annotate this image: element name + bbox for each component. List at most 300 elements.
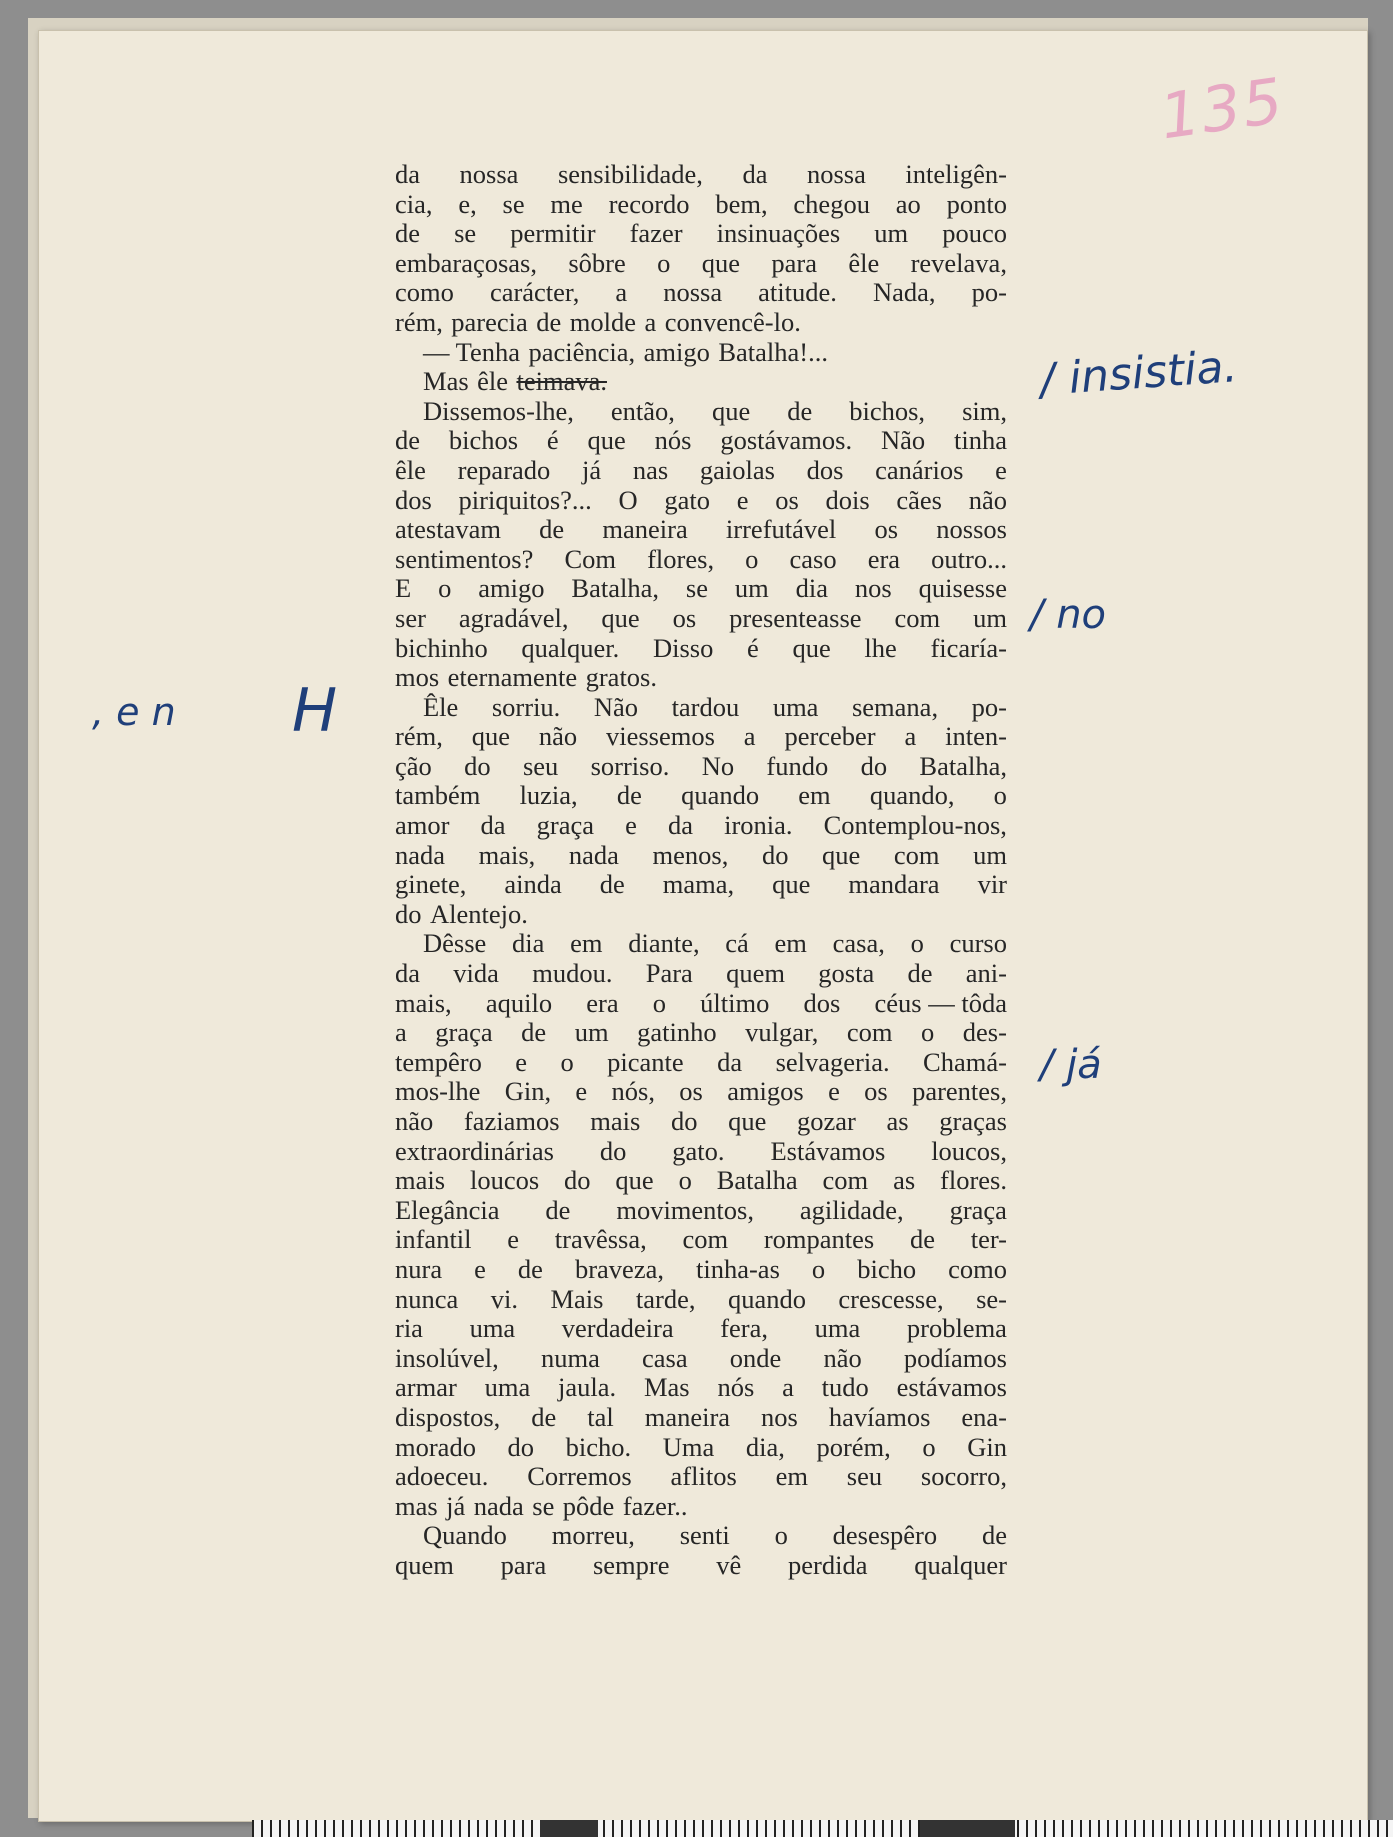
text-line xyxy=(395,663,1007,693)
word: não xyxy=(395,1106,434,1136)
word: em xyxy=(774,928,807,959)
word: Êle xyxy=(423,691,459,722)
text-line xyxy=(395,604,1007,634)
word: extraordinárias xyxy=(395,1135,554,1166)
word: nós, xyxy=(611,1076,655,1107)
word: casa xyxy=(642,1342,688,1373)
word: caso xyxy=(789,543,837,574)
word: nós xyxy=(654,425,692,456)
text-line xyxy=(395,1166,1007,1196)
word: morreu, xyxy=(551,1520,635,1551)
word: de xyxy=(907,958,933,989)
word: molde xyxy=(569,306,636,337)
word: de xyxy=(616,780,642,811)
word: os xyxy=(679,1076,703,1107)
word: vir xyxy=(977,869,1007,900)
word: um xyxy=(973,602,1007,633)
word: Não xyxy=(880,425,926,456)
word: quando xyxy=(727,1283,806,1314)
word: Elegância xyxy=(395,1194,500,1225)
word: de xyxy=(545,1194,571,1225)
word: não xyxy=(968,484,1007,515)
word: embaraçosas, xyxy=(395,247,537,278)
word: fundo xyxy=(766,750,829,781)
word: se xyxy=(532,1490,555,1521)
word: gato xyxy=(664,484,710,515)
word: em xyxy=(798,780,831,811)
word: em xyxy=(775,1461,808,1492)
word: problema xyxy=(906,1313,1007,1344)
word: eternamente xyxy=(447,662,578,693)
word: presenteasse xyxy=(729,602,862,633)
folio-number: 135 xyxy=(1155,63,1289,154)
word: dos xyxy=(803,987,841,1018)
word: de xyxy=(981,1520,1007,1551)
word: parentes, xyxy=(912,1076,1007,1107)
word: sensibilidade, xyxy=(557,159,703,189)
text-line xyxy=(395,959,1007,989)
word: infantil xyxy=(395,1224,472,1255)
word: fazer xyxy=(629,218,683,249)
word: adoeceu. xyxy=(395,1461,489,1492)
word: com xyxy=(822,1165,869,1196)
word: pouco xyxy=(942,218,1007,249)
word: inten- xyxy=(945,721,1007,752)
word: ção xyxy=(395,750,432,781)
word: sorriso. xyxy=(590,750,670,781)
word: a xyxy=(644,306,657,337)
word: do xyxy=(564,1165,591,1196)
word: mas xyxy=(395,1490,438,1521)
word: insinuações xyxy=(716,218,841,249)
word: o xyxy=(745,543,759,574)
word: crescesse, xyxy=(838,1283,944,1314)
word: o xyxy=(811,1253,826,1284)
word: se xyxy=(454,218,477,249)
text-line xyxy=(395,693,1007,723)
word: socorro, xyxy=(920,1461,1007,1492)
word: dia xyxy=(795,573,829,604)
text-line xyxy=(395,1551,1007,1581)
text-line xyxy=(395,841,1007,871)
word: flores. xyxy=(940,1165,1007,1196)
text-line xyxy=(395,1344,1007,1374)
word: nós xyxy=(717,1372,755,1403)
word: e xyxy=(507,1224,520,1255)
word: graça xyxy=(536,810,595,841)
word: mais xyxy=(590,1106,641,1136)
word: quisesse xyxy=(918,573,1007,604)
word: chegou xyxy=(793,188,870,219)
text-line xyxy=(395,1492,1007,1522)
word: de xyxy=(536,306,562,337)
word: cá xyxy=(725,928,749,959)
word: uma xyxy=(469,1313,516,1344)
word: faziamos xyxy=(463,1106,560,1136)
word: tal xyxy=(587,1401,614,1432)
word: gatinho xyxy=(637,1017,717,1048)
word: do xyxy=(395,898,422,929)
word: canários xyxy=(875,454,964,485)
word: teimava. xyxy=(516,366,607,397)
word: menos, xyxy=(652,839,729,870)
text-line xyxy=(395,190,1007,220)
text-line xyxy=(395,308,1007,338)
word: agradável, xyxy=(458,602,569,633)
word: da xyxy=(742,159,768,189)
word: loucos, xyxy=(931,1135,1007,1166)
word: verdadeira xyxy=(561,1313,674,1344)
word: Mais xyxy=(550,1283,604,1314)
word: nada xyxy=(568,839,619,870)
word: Com xyxy=(564,543,617,574)
word: gato. xyxy=(672,1135,725,1166)
word: da xyxy=(717,1046,743,1077)
word: seu xyxy=(522,750,559,781)
word: Alentejo. xyxy=(429,898,528,929)
word: não xyxy=(538,721,578,752)
word: o xyxy=(652,987,667,1018)
word: que xyxy=(601,602,640,633)
word: bicho. xyxy=(565,1431,632,1462)
word: já xyxy=(446,1490,466,1521)
word: da xyxy=(480,810,506,841)
word: que xyxy=(701,247,740,278)
word: porém, xyxy=(816,1431,891,1462)
word: êle xyxy=(477,366,508,397)
word: a xyxy=(743,721,756,752)
word: paciência, xyxy=(528,336,636,367)
word: Uma xyxy=(662,1431,715,1462)
word: perceber xyxy=(784,721,876,752)
text-line xyxy=(395,1433,1007,1463)
word: ao xyxy=(895,188,921,219)
word: piriquitos?... xyxy=(458,484,592,515)
word: o xyxy=(657,247,671,278)
word: os xyxy=(775,484,799,515)
word: amigo xyxy=(478,573,545,604)
margin-mark-h: H xyxy=(292,676,338,746)
word: travêssa, xyxy=(554,1224,647,1255)
word: um xyxy=(973,839,1007,870)
word: é xyxy=(546,425,559,456)
word: com xyxy=(894,602,941,633)
word: era xyxy=(586,987,619,1018)
word: um xyxy=(574,1017,609,1048)
word: bichos, xyxy=(849,395,926,426)
word: como xyxy=(948,1253,1007,1284)
text-line xyxy=(395,1314,1007,1344)
word: inteligên- xyxy=(905,159,1007,189)
text-line xyxy=(395,752,1007,782)
word: uma xyxy=(814,1313,861,1344)
text-line xyxy=(395,1048,1007,1078)
word: da xyxy=(395,958,421,989)
word: seu xyxy=(846,1461,883,1492)
body-text xyxy=(395,160,1007,1581)
word: em xyxy=(570,928,603,959)
text-line xyxy=(395,634,1007,664)
word: de xyxy=(787,395,813,426)
word: quando xyxy=(681,780,760,811)
word: me xyxy=(550,188,583,219)
word: do xyxy=(599,1135,627,1166)
word: jaula. xyxy=(558,1372,617,1403)
scale-bar-block xyxy=(540,1820,598,1837)
text-line xyxy=(395,900,1007,930)
word: de xyxy=(395,218,421,249)
word: a xyxy=(782,1372,794,1403)
word: um xyxy=(734,573,769,604)
word: vulgar, xyxy=(745,1017,819,1048)
word: ginete, xyxy=(395,869,467,900)
word: nossos xyxy=(936,514,1007,545)
word: a xyxy=(615,277,628,308)
word: Batalha, xyxy=(571,573,659,604)
text-line xyxy=(395,1107,1007,1137)
word: gaiolas xyxy=(699,454,775,485)
word: qualquer xyxy=(914,1549,1007,1580)
text-line xyxy=(395,338,1007,368)
word: podíamos xyxy=(903,1342,1007,1373)
text-line xyxy=(395,249,1007,279)
word: flores, xyxy=(647,543,715,574)
word: que xyxy=(471,721,510,752)
word: rompantes xyxy=(763,1224,875,1255)
word: e xyxy=(828,1076,840,1107)
word: com xyxy=(682,1224,729,1255)
text-line xyxy=(395,367,1007,397)
word: convencê-lo. xyxy=(664,306,801,337)
word: Quando xyxy=(423,1520,507,1551)
text-line xyxy=(395,397,1007,427)
word: Dêsse xyxy=(423,928,487,959)
word: picante xyxy=(607,1046,684,1077)
word: se xyxy=(502,188,525,219)
word: rém, xyxy=(395,721,443,752)
word: e xyxy=(736,484,749,515)
word: e xyxy=(515,1046,528,1077)
word: fera, xyxy=(720,1313,769,1344)
text-line xyxy=(395,989,1007,1019)
word: também xyxy=(395,780,481,811)
word: bicho xyxy=(857,1253,917,1284)
word: os xyxy=(874,514,899,545)
word: da xyxy=(395,159,421,189)
word: morado xyxy=(395,1431,476,1462)
word: as xyxy=(886,1106,909,1136)
text-line xyxy=(395,929,1007,959)
word: tinha-as xyxy=(696,1253,780,1284)
word: desespêro xyxy=(832,1520,938,1551)
word: da xyxy=(667,810,693,841)
word: e xyxy=(474,1253,486,1284)
word: mudou. xyxy=(532,958,613,989)
word: recordo xyxy=(608,188,690,219)
word: e xyxy=(995,454,1007,485)
margin-annotation-insistia: / insistia. xyxy=(1038,341,1239,406)
text-line xyxy=(395,1018,1007,1048)
text-line xyxy=(395,545,1007,575)
word: e, xyxy=(458,188,477,219)
word: tarde, xyxy=(635,1283,696,1314)
word: agilidade, xyxy=(799,1194,904,1225)
word: Estávamos xyxy=(770,1135,886,1166)
text-line xyxy=(395,219,1007,249)
word: do xyxy=(761,839,789,870)
word: braveza, xyxy=(574,1253,664,1284)
word: com xyxy=(893,839,940,870)
word: de xyxy=(909,1224,935,1255)
word: atestavam xyxy=(395,514,501,545)
word: armar xyxy=(395,1372,457,1403)
word: que xyxy=(728,1106,767,1136)
word: sempre xyxy=(592,1549,670,1580)
word: vi. xyxy=(490,1283,518,1314)
word: que xyxy=(711,395,751,426)
word: ponto xyxy=(946,188,1007,219)
word: do xyxy=(464,750,491,781)
word: dos xyxy=(395,484,432,515)
word: diante, xyxy=(628,928,700,959)
word: nunca xyxy=(395,1283,459,1314)
word: tempêro xyxy=(395,1046,482,1077)
word: Contemplou-nos, xyxy=(823,810,1007,841)
word: do xyxy=(507,1431,535,1462)
text-line xyxy=(395,1285,1007,1315)
word: Gin xyxy=(967,1431,1007,1462)
margin-annotation-left: , e n xyxy=(92,690,176,734)
word: Corremos xyxy=(527,1461,632,1492)
text-line xyxy=(395,1196,1007,1226)
word: curso xyxy=(949,928,1007,959)
word: havíamos xyxy=(828,1401,931,1432)
word: sentimentos? xyxy=(395,543,534,574)
word: é xyxy=(747,632,759,663)
word: nossa xyxy=(663,277,723,308)
word: mandara xyxy=(848,869,940,900)
word: nada xyxy=(395,839,446,870)
word: se- xyxy=(976,1283,1007,1314)
text-line xyxy=(395,515,1007,545)
word: Gin, xyxy=(504,1076,552,1107)
word: para xyxy=(500,1549,547,1580)
word: de xyxy=(539,514,565,545)
word: Chamá- xyxy=(923,1046,1007,1077)
word: o xyxy=(922,1431,936,1462)
word: o xyxy=(438,573,452,604)
word: ani- xyxy=(965,958,1007,989)
word: ficaría- xyxy=(930,632,1007,663)
word: Não xyxy=(593,691,639,722)
word: que xyxy=(772,869,811,900)
word: o xyxy=(993,780,1007,811)
word: a xyxy=(395,1017,407,1048)
word: já xyxy=(581,454,602,485)
word: revelava, xyxy=(910,247,1007,278)
word: gratos. xyxy=(585,662,657,693)
word: sim, xyxy=(962,395,1007,426)
word: casa, xyxy=(832,928,885,959)
word: ena- xyxy=(961,1401,1007,1432)
word: último xyxy=(700,987,770,1018)
word: graça xyxy=(949,1194,1007,1225)
word: insolúvel, xyxy=(395,1342,499,1373)
word: lhe xyxy=(864,632,897,663)
word: estávamos xyxy=(896,1372,1007,1403)
word: as xyxy=(893,1165,916,1196)
word: maneira xyxy=(602,514,688,545)
word: amigo xyxy=(643,336,710,367)
word: viessemos xyxy=(605,721,715,752)
word: fazer.. xyxy=(622,1490,688,1521)
word: céus — tôda xyxy=(874,987,1007,1018)
word: ter- xyxy=(970,1224,1007,1255)
word: carácter, xyxy=(489,277,580,308)
word: vida xyxy=(453,958,499,989)
word: um xyxy=(874,218,909,249)
word: quando, xyxy=(869,780,955,811)
word: mais, xyxy=(395,987,452,1018)
word: quem xyxy=(726,958,785,989)
word: gostávamos. xyxy=(720,425,853,456)
text-line xyxy=(395,870,1007,900)
word: nossa xyxy=(459,159,519,189)
word: outro... xyxy=(931,543,1007,574)
word: graça xyxy=(435,1017,493,1048)
word: cães xyxy=(896,484,942,515)
word: Disso xyxy=(652,632,714,663)
text-line xyxy=(395,426,1007,456)
word: No xyxy=(701,750,735,781)
text-line xyxy=(395,278,1007,308)
word: bem, xyxy=(715,188,768,219)
word: não xyxy=(823,1342,862,1373)
word: que xyxy=(615,1165,654,1196)
word: o xyxy=(921,1017,935,1048)
text-line xyxy=(395,486,1007,516)
word: o xyxy=(560,1046,574,1077)
word: Batalha, xyxy=(919,750,1007,781)
word: aflitos xyxy=(670,1461,737,1492)
word: nura xyxy=(395,1253,443,1284)
word: que xyxy=(587,425,626,456)
word: que xyxy=(792,632,831,663)
word: permitir xyxy=(510,218,596,249)
word: do xyxy=(670,1106,698,1136)
word: nas xyxy=(632,454,669,485)
word: mama, xyxy=(662,869,735,900)
word: parecia xyxy=(451,306,528,337)
word: nossa xyxy=(806,159,866,189)
word: o xyxy=(910,928,924,959)
margin-annotation-ja: / já xyxy=(1040,1042,1102,1088)
word: Mas xyxy=(643,1372,690,1403)
word: reparado xyxy=(457,454,551,485)
text-line xyxy=(395,1137,1007,1167)
word: os xyxy=(864,1076,888,1107)
word: pôde xyxy=(562,1490,615,1521)
word: Batalha!... xyxy=(718,336,828,367)
word: ironia. xyxy=(724,810,793,841)
scale-bar xyxy=(252,1820,1393,1837)
word: — Tenha xyxy=(423,336,521,367)
word: po- xyxy=(971,691,1007,722)
word: po- xyxy=(971,277,1007,308)
text-line xyxy=(395,160,1007,190)
word: com xyxy=(846,1017,893,1048)
text-line xyxy=(395,1403,1007,1433)
